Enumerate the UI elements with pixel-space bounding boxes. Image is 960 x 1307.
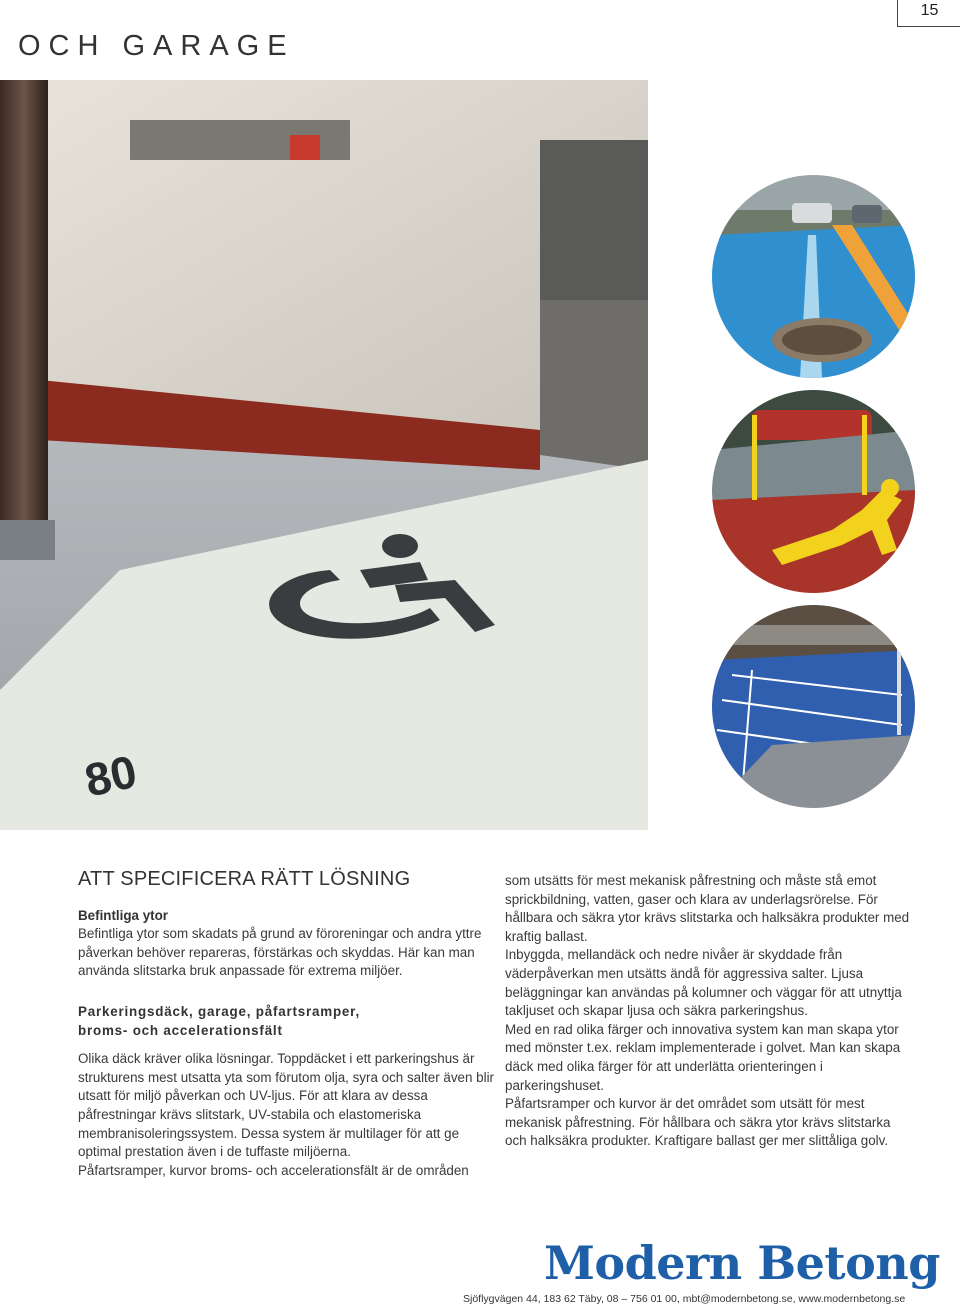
paragraph-right-2: Inbyggda, mellandäck och nedre nivåer är skyddade från väderpåverkan men utsätts ändå för aggressiva salter. Ljusa beläggningar kan användas på kolumner och väggar för att utnyttja takljuset och skapar ljusa och säkra parkeringshus. xyxy=(505,947,902,1019)
subheading-parking-decks-line2: broms- och accelerationsfält xyxy=(78,1022,283,1038)
blue-parking-deck-photo xyxy=(712,175,915,378)
red-ramp-photo xyxy=(712,390,915,593)
paragraph-right-1: som utsätts för mest mekanisk påfrestning och måste stå emot sprickbildning, vatten, gaser och klara av underlagsrörelse. För hållbara och säkra ytor krävs slitstarka och halksäkra produkter med kraftig ballast. xyxy=(505,873,910,944)
subheading-parking-decks-line1: Parkeringsdäck, garage, påfartsramper, xyxy=(78,1003,360,1019)
paragraph-ramps: Påfartsramper, kurvor broms- och accelerationsfält är de områden xyxy=(78,1162,469,1178)
company-logo: Modern Betong xyxy=(544,1236,940,1290)
subheading-existing-surfaces: Befintliga ytor xyxy=(78,907,169,923)
garage-floor-photo xyxy=(0,80,648,830)
subheading-parking-decks xyxy=(78,1003,498,1040)
footer-contact: Sjöflygvägen 44, 183 62 Täby, 08 – 756 01 00, mbt@modernbetong.se, www.modernbetong.se xyxy=(463,1293,906,1305)
paragraph-right-4: Påfartsramper och kurvor är det området som utsätt för mest mekanisk påfrestning. För hållbara och säkra ytor krävs slitstarka och halksäkra produkter. Kraftigare ballast ger mer slittåliga golv. xyxy=(505,1096,891,1149)
paragraph-parking-decks: Olika däck kräver olika lösningar. Toppdäcket i ett parkeringshus är strukturens mest utsatta yta som förutom olja, syra och salter även blir utsatt för miljö påverkan och UV-ljus. För att klara av dessa påfrestningar krävs slitstark, UV-stabila och elastomeriska membranisoleringssystem. Dessa system är multilager för att ge optimal prestation även i de tuffaste miljöerna. xyxy=(78,1051,495,1160)
article-title: ATT SPECIFICERA RÄTT LÖSNING xyxy=(78,868,411,890)
parking-number: 80 xyxy=(80,745,142,807)
paragraph-right-3: Med en rad olika färger och innovativa system kan man skapa ytor med mönster t.ex. reklam implementerade i golvet. Man kan skapa däck med olika färger för att underlätta orienteringen i parkeringshuset. xyxy=(505,1021,901,1093)
paragraph-existing-surfaces: Befintliga ytor som skadats på grund av föroreningar och andra yttre påverkan behöver repareras, förstärkas och skyddas. Här kan man använda slitstarka bruk anpassade för extrema miljöer. xyxy=(78,926,482,979)
blue-striped-deck-photo xyxy=(712,605,915,808)
page-header: OCH GARAGE xyxy=(18,30,295,62)
article-left-column xyxy=(78,870,498,1180)
article-right-column xyxy=(505,872,915,1151)
page-number: 15 xyxy=(897,0,960,27)
